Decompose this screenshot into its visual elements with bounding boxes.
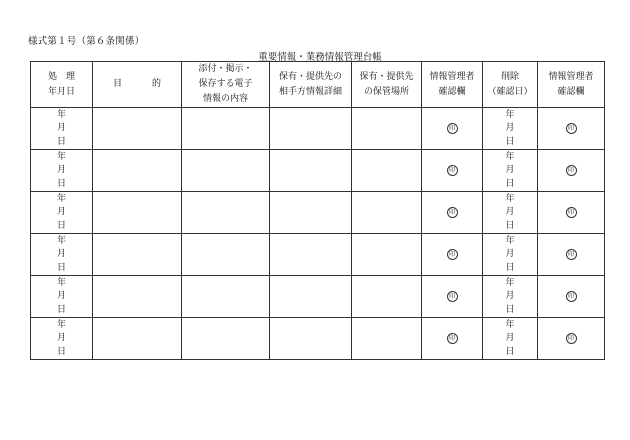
cell-manager-check-2[interactable]	[538, 108, 605, 150]
header-deletion-date: 削除 （確認日）	[483, 62, 538, 108]
seal-icon: 印	[566, 249, 577, 260]
date-unit-label: 日	[505, 220, 515, 231]
date-unit-label: 日	[56, 304, 66, 315]
seal-icon: 印	[447, 165, 458, 176]
seal-icon: 印	[566, 333, 577, 344]
date-unit-label: 日	[505, 136, 515, 147]
date-unit-label: 年	[505, 193, 515, 204]
date-unit-label: 月	[505, 291, 515, 301]
cell-purpose[interactable]	[93, 150, 182, 192]
ledger-title: 重要情報・業務情報管理台帳	[258, 52, 382, 63]
cell-recipient-details[interactable]	[270, 108, 352, 150]
cell-manager-check[interactable]	[422, 234, 483, 276]
date-unit-label: 日	[505, 346, 515, 357]
cell-recipient-details[interactable]	[270, 276, 352, 318]
date-unit-label: 年	[505, 109, 515, 120]
header-purpose: 目 的	[93, 62, 182, 108]
cell-content[interactable]	[182, 318, 270, 360]
cell-manager-check[interactable]	[422, 318, 483, 360]
cell-manager-check[interactable]	[422, 108, 483, 150]
header-manager-check-2: 情報管理者 確認欄	[538, 62, 605, 108]
date-unit-label: 日	[56, 346, 66, 357]
date-unit-label: 日	[56, 220, 66, 231]
date-unit-label: 月	[56, 165, 66, 175]
table-row	[31, 276, 605, 318]
cell-process-date[interactable]	[31, 192, 93, 234]
seal-icon: 印	[566, 123, 577, 134]
cell-storage-location[interactable]	[352, 318, 422, 360]
date-unit-label: 年	[56, 193, 66, 204]
header-date: 処 理 年月日	[31, 62, 93, 108]
cell-manager-check-2[interactable]	[538, 234, 605, 276]
cell-purpose[interactable]	[93, 108, 182, 150]
seal-icon: 印	[566, 165, 577, 176]
seal-icon: 印	[566, 207, 577, 218]
date-unit-label: 月	[56, 207, 66, 217]
table-row	[31, 192, 605, 234]
date-unit-label: 日	[505, 304, 515, 315]
seal-icon: 印	[447, 333, 458, 344]
cell-storage-location[interactable]	[352, 108, 422, 150]
cell-deletion-date[interactable]	[483, 276, 538, 318]
seal-icon: 印	[566, 291, 577, 302]
cell-storage-location[interactable]	[352, 150, 422, 192]
header-row	[31, 62, 605, 108]
cell-purpose[interactable]	[93, 318, 182, 360]
cell-storage-location[interactable]	[352, 234, 422, 276]
header-storage-location: 保有・提供先 の保管場所	[352, 62, 422, 108]
date-unit-label: 年	[505, 151, 515, 162]
cell-recipient-details[interactable]	[270, 150, 352, 192]
form-number-label: 様式第１号（第６条関係）	[28, 36, 145, 47]
cell-content[interactable]	[182, 150, 270, 192]
date-unit-label: 年	[56, 277, 66, 288]
cell-content[interactable]	[182, 276, 270, 318]
seal-icon: 印	[447, 207, 458, 218]
date-unit-label: 日	[56, 136, 66, 147]
cell-purpose[interactable]	[93, 276, 182, 318]
cell-process-date[interactable]	[31, 108, 93, 150]
table-row	[31, 234, 605, 276]
cell-process-date[interactable]	[31, 150, 93, 192]
cell-manager-check[interactable]	[422, 276, 483, 318]
date-unit-label: 年	[505, 319, 515, 330]
date-unit-label: 年	[56, 151, 66, 162]
cell-deletion-date[interactable]	[483, 150, 538, 192]
cell-process-date[interactable]	[31, 318, 93, 360]
cell-storage-location[interactable]	[352, 192, 422, 234]
table-row	[31, 108, 605, 150]
seal-icon: 印	[447, 123, 458, 134]
header-recipient-details: 保有・提供先の 相手方情報詳細	[270, 62, 352, 108]
cell-content[interactable]	[182, 108, 270, 150]
cell-storage-location[interactable]	[352, 276, 422, 318]
cell-recipient-details[interactable]	[270, 234, 352, 276]
cell-deletion-date[interactable]	[483, 318, 538, 360]
date-unit-label: 年	[505, 277, 515, 288]
cell-recipient-details[interactable]	[270, 318, 352, 360]
cell-manager-check[interactable]	[422, 150, 483, 192]
date-unit-label: 年	[56, 109, 66, 120]
date-unit-label: 月	[505, 249, 515, 259]
cell-purpose[interactable]	[93, 192, 182, 234]
cell-manager-check-2[interactable]	[538, 150, 605, 192]
date-unit-label: 月	[505, 165, 515, 175]
date-unit-label: 年	[56, 319, 66, 330]
date-unit-label: 日	[56, 262, 66, 273]
date-unit-label: 年	[56, 235, 66, 246]
date-unit-label: 日	[505, 178, 515, 189]
table-row	[31, 318, 605, 360]
cell-purpose[interactable]	[93, 234, 182, 276]
date-unit-label: 月	[56, 249, 66, 259]
cell-manager-check-2[interactable]	[538, 318, 605, 360]
cell-manager-check-2[interactable]	[538, 192, 605, 234]
cell-process-date[interactable]	[31, 276, 93, 318]
table-row	[31, 150, 605, 192]
date-unit-label: 日	[56, 178, 66, 189]
date-unit-label: 月	[56, 291, 66, 301]
cell-process-date[interactable]	[31, 234, 93, 276]
ledger-body	[31, 108, 605, 360]
date-unit-label: 年	[505, 235, 515, 246]
date-unit-label: 月	[56, 333, 66, 343]
cell-deletion-date[interactable]	[483, 108, 538, 150]
cell-deletion-date[interactable]	[483, 192, 538, 234]
cell-deletion-date[interactable]	[483, 234, 538, 276]
date-unit-label: 月	[505, 207, 515, 217]
cell-manager-check[interactable]	[422, 192, 483, 234]
date-unit-label: 月	[505, 123, 515, 133]
cell-manager-check-2[interactable]	[538, 276, 605, 318]
cell-content[interactable]	[182, 234, 270, 276]
cell-content[interactable]	[182, 192, 270, 234]
ledger-table	[30, 61, 605, 360]
date-unit-label: 月	[56, 123, 66, 133]
date-unit-label: 日	[505, 262, 515, 273]
seal-icon: 印	[447, 291, 458, 302]
header-manager-check: 情報管理者 確認欄	[422, 62, 483, 108]
cell-recipient-details[interactable]	[270, 192, 352, 234]
date-unit-label: 月	[505, 333, 515, 343]
header-content: 添付・掲示・ 保存する電子 情報の内容	[182, 62, 270, 108]
seal-icon: 印	[447, 249, 458, 260]
